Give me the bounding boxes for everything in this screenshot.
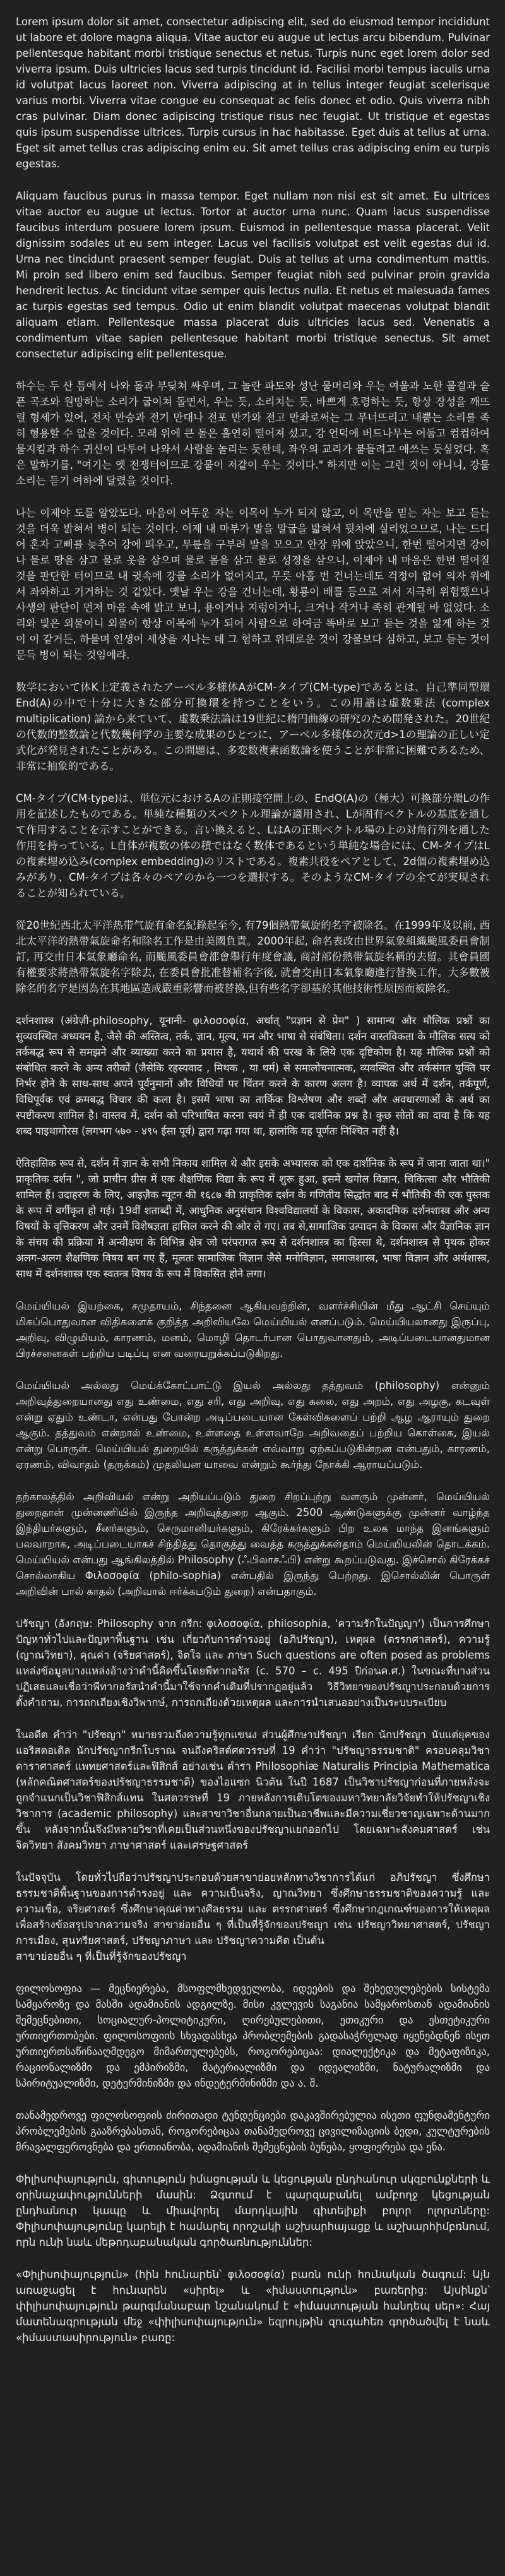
paragraph-chinese-typhoon: 從20世紀西北太平洋热带气旋有命名紀錄起至今, 有79個熱帶氣旋的名字被除名。在1999年及以前, 西北太平洋的熱帶氣旋命名和除名工作是由美國負責。2000年起, 命名表改由世界氣象組織颱風委員會制訂, 再交由日本氣象廳命名, 而颱風委員會都會舉行年度會議, 商討部份熱帶氣旋名稱的去留。其會員國有權要求將熱帶氣旋名字除去, 在委員會批准替補名字後, 就會交由日本氣象廳進行替換工作。大多數被除名的名字是因為在其地區造成嚴重影響而被替換,但有些名字卻基於其他技術性原因而被除名。 bbox=[16, 919, 490, 994]
paragraph-georgian-2: თანამედროვე ფილოსოფიის ძირითადი ტენდენციები დაკავშირებულია ისეთი ფუნდამენტური პრობლემების გააზრებასთან, როგორებიცაა თანამედროვე ცივილიზაციის ბედი, კულტურების მრავალფეროვნება და ერთიანობა, ადამიანის შემეცნების ბუნება, ყოფიერება და ენა. bbox=[16, 2109, 490, 2153]
paragraph-thai-2: ในอดีต คำว่า "ปรัชญา" หมายรวมถึงความรู้ทุกแขนง ส่วนผู้ศึกษาปรัชญา เรียก นักปรัชญา นับแต่ยุคของแอริสตอเติล นักปรัชญากรีกโบราณ จนถึงคริสต์ศตวรรษที่ 19 คำว่า "ปรัชญาธรรมชาติ" ครอบคลุมวิชาดาราศาสตร์ แพทยศาสตร์และฟิสิกส์ อย่างเช่น ตำรา Philosophiæ Naturalis Principia Mathematica (หลักคณิตศาสตร์ของปรัชญาธรรมชาติ) ของไอแซก นิวตัน ในปี 1687 เป็นวิชาปรัชญาก่อนที่ภายหลังจะถูกจำแนกเป็นวิชาฟิสิกส์แทน ในศตวรรษที่ 19 ภายหลังการเติบโตของมหาวิทยาลัยวิจัยทำให้ปรัชญาเชิงวิชาการ (academic philosophy) และสาขาวิชาอื่นกลายเป็นอาชีพและมีความเชี่ยวชาญเฉพาะด้านมากขึ้น หลังจากนั้นจึงมีหลายวิชาที่เคยเป็นส่วนหนึ่งของปรัชญาแยกออกไป โดยเฉพาะสังคมศาสตร์ เช่น จิตวิทยา สังคมวิทยา ภาษาศาสตร์ และเศรษฐศาสตร์ bbox=[16, 1729, 490, 1851]
paragraph-japanese-2: CM-タイプ(CM-type)は、単位元におけるAの正則接空間上の、EndQ(A)の（極大）可換部分環Lの作用を記述したものである。単純な種類のスペクトル理論が適用され、Lが固有ベクトルの基底を通して作用することを示すことができる。言い換えると、LはAの正則ベクトル場の上の対角行列を通した作用を持っている。L自体が複数の体の積ではなく数体であるという単純な場合には、CM-タイプはLの複素埋め込み(complex embedding)のリストである。複素共役をペアとして、2d個の複素埋め込みがあり、CM-タイプは各々のペアのから一つを選択する。そのようなCM-タイプの全てが実現されることが知られている。 bbox=[16, 792, 490, 899]
paragraph-lorem-1: Lorem ipsum dolor sit amet, consectetur adipiscing elit, sed do eiusmod tempor incididunt ut labore et dolore magna aliqua. Vitae auctor eu augue ut lectus arcu bibendum. Pulvinar pellentesque habitant morbi tristique senectus et netus. Turpis nunc eget lorem dolor sed viverra ipsum. Duis ultricies lacus sed turpis tincidunt id. Facilisi morbi tempus iaculis urna id volutpat lacus laoreet non. Viverra adipiscing at in tellus integer feugiat scelerisque varius morbi. Viverra vitae congue eu consequat ac felis donec et odio. Quis viverra nibh cras pulvinar. Diam donec adipiscing tristique risus nec feugiat. Ut tristique et egestas quis ipsum suspendisse ultrices. Turpis cursus in hac habitasse. Eget duis at tellus at urna. Eget sit amet tellus cras adipiscing enim eu. Sit amet tellus cras adipiscing enim eu turpis egestas. bbox=[16, 16, 490, 170]
paragraph-lorem-2: Aliquam faucibus purus in massa tempor. Eget nullam non nisi est sit amet. Eu ultrices vitae auctor eu augue ut lectus. Tortor at auctor urna nunc. Quam lacus suspendisse faucibus interdum posuere lorem ipsum. Euismod in pellentesque massa placerat. Velit dignissim sodales ut eu sem integer. Lacus vel facilisis volutpat est velit egestas dui id. Urna nec tincidunt praesent semper feugiat. Duis at tellus at urna condimentum mattis. Mi proin sed libero enim sed faucibus. Semper feugiat nibh sed pulvinar proin gravida hendrerit lectus. Ac tincidunt vitae semper quis lectus nulla. Et netus et malesuada fames ac turpis egestas sed tempus. Odio ut enim blandit volutpat maecenas volutpat blandit aliquam etiam. Pellentesque massa placerat duis ultricies lacus sed. Venenatis a condimentum vitae sapien pellentesque habitant morbi tristique senectus. Sit amet consectetur adipiscing elit pellentesque. bbox=[16, 190, 490, 360]
paragraph-georgian-1: ფილოსოფია — მეცნიერება, მსოფლმხედველობა, იდეების და შეხედულებების სისტემა სამყაროზე და მასში ადამიანის ადგილზე. მისი კვლევის საგანია სამყაროსთან ადამიანის შემეცნებითი, სოციალურ-პოლიტიკური, ღირებულებითი, ეთიკური და ესთეტიკური ურთიერთობები. ფილოსოფიის სხვადასხვა პრობლემების გადასაჭრელად იყენებდნენ ისეთ ურთიერთსაწინააღმდეგო მიმართულებებს, როგორებიცაა: დიალექტიკა და მეტაფიზიკა, რაციონალიზმი და ემპირიზმი, მატერიალიზმი და იდეალიზმი, ნატურალიზმი და სპირიტუალიზმი, დეტერმინიზმი და ინდეტერმინიზმი და ა. შ. bbox=[16, 1983, 490, 2089]
paragraph-thai-1: ปรัชญา (อังกฤษ: Philosophy จาก กรีก: φιλοσοφία, philosophia, 'ความรักในปัญญา') เป็นการศึกษาปัญหาทั่วไปและปัญหาพื้นฐาน เช่น เกี่ยวกับการดำรงอยู่ (อภิปรัชญา), เหตุผล (ตรรกศาสตร์), ความรู้ (ญาณวิทยา), คุณค่า (จริยศาสตร์), จิตใจ และ ภาษา Such questions are often posed as problems แหล่งข้อมูลบางแหล่งอ้างว่าคำนี้คิดขึ้นโดยพีทากอรัส (c. 570 – c. 495 ปีก่อนค.ศ.) ในขณะที่บางส่วน ปฏิเสธและเชื่อว่าพีทากอรัสนำคำนี้มาใช้จากคำเดิมที่ปรากฏอยู่แล้ว วิธีวิทยาของปรัชญาประกอบด้วยการตั้งคำถาม, การถกเถียงเชิงวิพากษ์, การถกเถียงด้วยเหตุผล และการนำเสนออย่างเป็นระบบระเบียบ bbox=[16, 1618, 490, 1708]
paragraph-tamil-3: தற்காலத்தில் அறிவியல் என்று அறியப்படும் துறை சிறப்புற்று வளரும் முன்னர், மெய்யியல் துறைதான் முன்னணியில் இருந்த அறிவுத்துறை ஆகும். 2500 ஆண்டுகளுக்கு முன்னர் வாழ்ந்த இந்தியர்களும், சீனர்களும், செருமானியர்களும், கிரேக்கர்களும் பிற உலக மாந்த இனங்களும் பலவாறாக, அடிப்படையாகச் சிந்தித்து தொகுத்து வைத்த கருத்துக்கள்தாம் மெய்யியலின் தொடக்கம். மெய்யியல் என்பது ஆங்கிலத்தில் Philosophy (ஃபிலாசஃபி) என்று கூறப்படுவது. இச்சொல் கிரேக்கச் சொல்லாகிய Φιλοσοφία (philo-sophia) என்பதில் இருந்து பெற்றது. இசொல்லின் பொருள் அறிவின் பால் காதல் (அறிவால் ஈர்க்கபடும் துறை) என்பதாகும். bbox=[16, 1491, 490, 1597]
paragraph-tamil-1: மெய்யியல் இயற்கை, சமுதாயம், சிந்தனை ஆகியவற்றின், வளர்ச்சியின் மீது ஆட்சி செய்யும் மிகப்பொதுவான விதிகளைக் குறித்த அறிவியலே மெய்யியல் எனப்படும். மெய்யியலானது இருப்பு, அறிவு, விழுமியம், காரணம், மனம், மொழி தொடர்பான பொதுவானதும், அடிப்படையானதுமான பிரச்சனைகள் பற்றிய படிப்பு என வரையறுக்கப்படுகிறது. bbox=[16, 1300, 490, 1359]
paragraph-armenian-2: «Փիլիսոփայություն» (հին հունարեն՝ φιλοσοφία) բառն ունի հունական ծագում: Այն առաջացել է հունարեն «սիրել» և «իմաստություն» բառերից: Այսինքն՝ փիլիսոփայություն թարգմանաբար նշանակում է «իմաստության հանդեպ սեր»: Հայ մատենագրության մեջ «փիլիսոփայություն» եզրույթին զուգահեռ գործածվել է նաև «իմաստասիրություն» բառը: bbox=[16, 2269, 490, 2344]
paragraph-armenian-1: Փիլիսոփայություն, գիտություն իմացության և կեցության ընդհանուր սկզբունքների և օրինաչափությունների մասին: Ձգտում է պարզաբանել ամբողջ կեցության ընդհանուր կապը և միավորել մարդկային գիտելիքի բոլոր ոլորտները: Փիլիսոփայությունը կարելի է համարել որոշակի աշխարհայացք և աշխարհիմբռնում, որն ունի նաև մեթոդաբանական գործառնություններ: bbox=[16, 2173, 490, 2248]
paragraph-hindi-2: ऐतिहासिक रूप से, दर्शन में ज्ञान के सभी निकाय शामिल थे और इसके अभ्यासक को एक दार्शनिक के रूप में जाना जाता था।" प्राकृतिक दर्शन ", जो प्राचीन ग्रीस में एक शैक्षणिक विद्या के रूप में शुरू हुआ, इसमें खगोल विज्ञान, चिकित्सा और भौतिकी शामिल हैं। उदाहरण के लिए, आइज़ैक न्यूटन की १६८७ की प्राकृतिक दर्शन के गणितीय सिद्धांत बाद में भौतिकी की एक पुस्तक के रूप में वर्गीकृत हो गई। 19वीं शताब्दी में, आधुनिक अनुसंधान विश्वविद्यालयों के विकास, अकादमिक दर्शनशास्त्र और अन्य विषयों के वृत्तिकरण और उनमें विशेषज्ञता हासिल करने की ओर ले गए। तब से,सामाजिक उत्पादन के विकास और वैज्ञानिक ज्ञान के संचय की प्रक्रिया में अन्वीक्षण के विभिन्न क्षेत्र जो परंपरागत रूप से दर्शनशास्त्र का हिस्सा थे, दर्शनशास्त्र से पृथक होकर अलग-अलग शैक्षणिक विषय बन गए हैं, मूलतः सामाजिक विज्ञान जैसे मनोविज्ञान, समाजशास्त्र, भाषा विज्ञान और अर्थशास्त्र, साथ में दर्शनशास्त्र एक स्वतन्त्र विषय के रूप में विकसित होने लगा। bbox=[16, 1157, 490, 1280]
paragraph-hindi-1: दर्शनशास्त्र (अंग्रेज़ी-philosophy, यूनानी- φιλοσοφία, अर्थात् "प्रज्ञान से प्रेम" ) सामान्य और मौलिक प्रश्नों का सुव्यवस्थित अध्ययन है, जैसे की अस्तित्व, तर्क, ज्ञान, मूल्य, मन और भाषा से संबंधिता। दर्शन वास्तविकता के मौलिक सत्य को तर्कबद्ध रूप से समझने और व्याख्या करने का प्रयास है, यथार्थ की परख के लिये एक दृष्टिकोण है। यह मौलिक प्रश्नों को संबोधित करने के अन्य तरीकों (जैसेकि रहस्यवाद , मिथक , या धर्म) से समालोचनात्मक, व्यवस्थित और तर्कसंगत युक्ति पर निर्भर होने के साथ-साथ अपने पूर्वनुमानों और विधियों पर चिंतन करने के कारण अलग है। व्यापक अर्थ में दर्शन, तर्कपूर्ण, विधिपूर्वक एवं क्रमबद्ध विचार की कला है। इसमें भाषा का तार्किक विश्लेषण और शब्दों और अवधारणाओं के अर्थ का स्पष्टीकरण शामिल है। वास्तव में, दर्शन को परिभाषित करना स्वयं में ही एक दार्शनिक प्रश्न है। कुछ सोतों का दावा है कि यह शब्द पाइथागोरस (लगभग ५७० - ४९५ ईसा पूर्व) द्वारा गढ़ा गया था, हालांकि यह पूर्णतः निश्चित नहीं है। bbox=[16, 1015, 490, 1137]
paragraph-korean-2: 나는 이제야 도를 알았도다. 마음이 어두운 자는 이목이 누가 되지 않고, 이 목만을 믿는 자는 보고 듣는 것을 더욱 밝혀서 병이 되는 것이다. 이제 내 마부가 발을 말굽을 밟혀서 뒷차에 실리었으므로, 나는 드디어 혼자 고삐를 늦추어 강에 띄우고, 무릎을 구부려 발을 모으고 안장 위에 앉았으니, 한번 떨어지면 강이나 물로 땅을 삼고 물로 옷을 삼으며 물로 몸을 삼고 물로 성정을 삼으니, 이제야 내 마음은 한번 떨어질 것을 판단한 터이므로 내 귓속에 강물 소리가 없어지고, 무릇 아홉 번 건너는데도 걱정이 없어 의자 위에서 좌와하고 기거하는 것 같았다. 옛날 우는 강을 건너는데, 황룡이 배를 등으로 져서 지극히 위험했으나 사생의 판단이 먼저 마음 속에 밝고 보니, 용이거나 지렁이거나, 크거나 작거나 족히 관계될 바 없었다. 소리와 빛은 외물이니 외물이 항상 이목에 누가 되어 사람으로 하여금 똑바로 보고 듣는 것을 잃게 하는 것이 이 같거든, 하물며 인생이 세상을 지나는 데 그 험하고 위태로운 것이 강물보다 심하고, 보고 듣는 것이 문득 병이 되는 것임에랴. bbox=[16, 507, 490, 661]
paragraph-japanese-1: 数学において体K上定義されたアーベル多様体AがCM-タイプ(CM-type)であるとは、自己準同型環 End(A)の中で十分に大きな部分可換環を持つことをいう。この用語は虚数乗法 (complex multiplication) 論から来ていて、虚数乗法論は19世紀に楕円曲線の研究のため開発された。20世紀の代数的整数論と代数幾何学の主要な成果のひとつに、アーベル多様体の次元d>1の理論の正しい定式化が発見されたことがある。この問題は、多変数複素函数論を使うことが非常に困難であるため、非常に抽象的である。 bbox=[16, 681, 490, 772]
paragraph-tamil-2: மெய்யியல் அல்லது மெய்க்கோட்பாட்டு இயல் அல்லது தத்துவம் (philosophy) என்னும் அறிவுத்துறையானது எது உண்மை, எது சரி, எது அறிவு, எது கலை, எது அறம், எது அழகு, கடவுள் என்று ஏதும் உண்டா, என்பது போன்ற அடிப்படையான கேள்விகளைப் பற்றி ஆழ ஆராயும் துறை ஆகும். தத்துவம் என்றால் உண்மை, உள்ளதை உள்ளவாறே அறிவதைப் பற்றிய கொள்கை, இயல் என்று பொருள். மெய்யியல் துறையில் கருத்துக்கள் எவ்வாறு ஏற்கப்படுகின்றன என்பதும், காரணம், ஏரணம், விவாதம் (தருக்கம்) முதலியன யாவை என்றும் கூர்ந்து நோக்கி ஆராயப்படும். bbox=[16, 1380, 490, 1470]
paragraph-korean-1: 하수는 두 산 틈에서 나와 돌과 부딪쳐 싸우며, 그 놀란 파도와 성난 물머리와 우는 여울과 노한 물결과 슬픈 곡조와 원망하는 소리가 굽이쳐 돌면서, 우는 듯, 소리치는 듯, 바쁘게 호령하는 듯, 항상 장성을 깨뜨릴 형세가 있어, 전차 만승과 전기 만대나 전포 만가와 전고 만좌로써는 그 무너뜨리고 내뿜는 소리를 족히 형용할 수 없을 것이다. 모래 위에 큰 돌은 홀연히 떨어져 섰고, 강 언덕에 버드나무는 어둡고 컴컴하여 물지킴과 하수 귀신이 다투어 나와서 사람을 놀리는 듯한데, 좌우의 교리가 붙들려고 애쓰는 듯싶었다. 혹은 말하기를, "여기는 옛 전쟁터이므로 강물이 저같이 우는 것이다." 하지만 이는 그런 것이 아니니, 강물 소리는 듣기 여하에 달렸을 것이다. bbox=[16, 380, 490, 487]
paragraph-thai-3-continuation: สาขาย่อยอื่น ๆ ที่เป็นที่รู้จักของปรัชญา bbox=[16, 1950, 187, 1962]
paragraph-thai-3: ในปัจจุบัน โดยทั่วไปถือว่าปรัชญาประกอบด้วยสาขาย่อยหลักทางวิชาการได้แก่ อภิปรัชญา ซึ่งศึกษาธรรมชาติพื้นฐานของการดำรงอยู่ และ ความเป็นจริง, ญาณวิทยา ซึ่งศึกษาธรรมชาติของความรู้ และ ความเชื่อ, จริยศาสตร์ ซึ่งศึกษาคุณค่าทางศีลธรรม และ ตรรกศาสตร์ ซึ่งศึกษากฎเกณฑ์ของการให้เหตุผลเพื่อสร้างข้อสรุปจากความจริง สาขาย่อยอื่น ๆ ที่เป็นที่รู้จักของปรัชญา เช่น ปรัชญาวิทยาศาสตร์, ปรัชญาการเมือง, สุนทรียศาสตร์, ปรัชญาภาษา และ ปรัชญาความคิด เป็นต้น bbox=[16, 1871, 490, 1947]
